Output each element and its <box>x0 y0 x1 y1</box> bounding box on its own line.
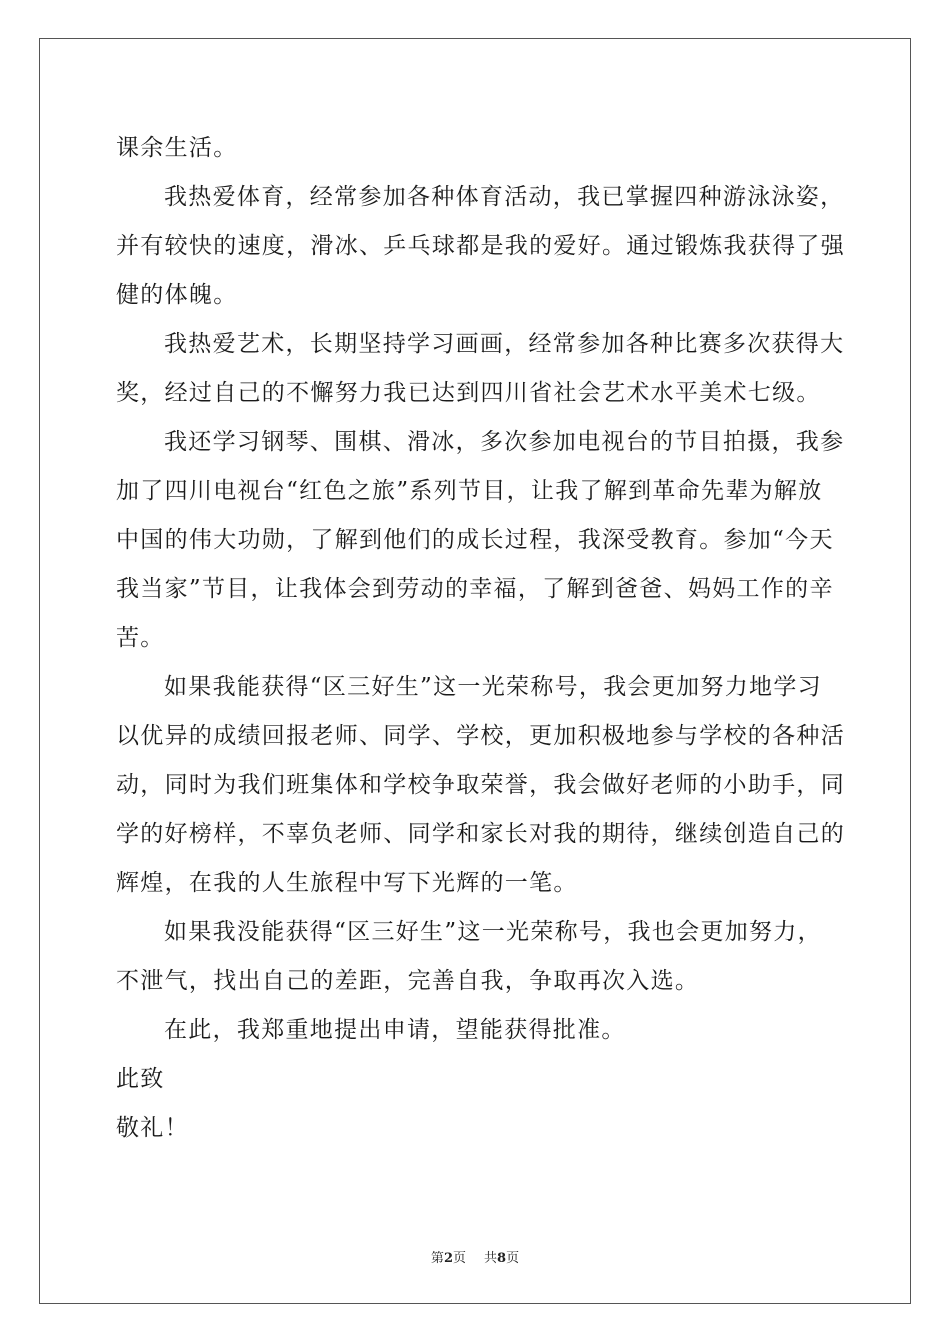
text-line: 辉煌，在我的人生旅程中写下光辉的一笔。 <box>116 870 578 896</box>
text-line: 动，同时为我们班集体和学校争取荣誉，我会做好老师的小助手，同 <box>116 772 845 798</box>
closing-salutation: 此致 <box>116 1066 165 1092</box>
total-prefix: 共 <box>484 1251 498 1266</box>
text-line: 加了四川电视台“红色之旅”系列节目，让我了解到革命先辈为解放 <box>116 478 823 504</box>
text-line: 课余生活。 <box>116 135 238 161</box>
text-line: 并有较快的速度，滑冰、乒乓球都是我的爱好。通过锻炼我获得了强 <box>116 233 845 259</box>
text-line: 我热爱体育，经常参加各种体育活动，我已掌握四种游泳泳姿， <box>164 184 845 210</box>
page-number: 2 <box>443 1251 453 1266</box>
page-footer <box>0 1247 950 1266</box>
text-line: 如果我没能获得“区三好生”这一光荣称号，我也会更加努力， <box>164 919 822 945</box>
text-line: 如果我能获得“区三好生”这一光荣称号，我会更加努力地学习 <box>164 674 822 700</box>
text-line: 苦。 <box>116 625 165 651</box>
text-line: 不泄气，找出自己的差距，完善自我，争取再次入选。 <box>116 968 700 994</box>
document-body <box>116 124 845 1153</box>
text-line: 学的好榜样，不辜负老师、同学和家长对我的期待，继续创造自己的 <box>116 821 845 847</box>
page-suffix: 页 <box>452 1251 466 1266</box>
text-line: 中国的伟大功勋，了解到他们的成长过程，我深受教育。参加“今天 <box>116 527 834 553</box>
text-line: 在此，我郑重地提出申请，望能获得批准。 <box>164 1017 626 1043</box>
text-line: 我当家”节目，让我体会到劳动的幸福，了解到爸爸、妈妈工作的辛 <box>116 576 834 602</box>
text-line: 健的体魄。 <box>116 282 238 308</box>
text-line: 我还学习钢琴、围棋、滑冰，多次参加电视台的节目拍摄，我参 <box>164 429 845 455</box>
closing-regards: 敬礼！ <box>116 1115 189 1141</box>
page-prefix: 第 <box>430 1251 444 1266</box>
text-line: 以优异的成绩回报老师、同学、学校，更加积极地参与学校的各种活 <box>116 723 845 749</box>
total-suffix: 页 <box>506 1251 520 1266</box>
total-pages: 8 <box>497 1251 507 1266</box>
text-line: 奖，经过自己的不懈努力我已达到四川省社会艺术水平美术七级。 <box>116 380 821 406</box>
text-line: 我热爱艺术，长期坚持学习画画，经常参加各种比赛多次获得大 <box>164 331 845 357</box>
